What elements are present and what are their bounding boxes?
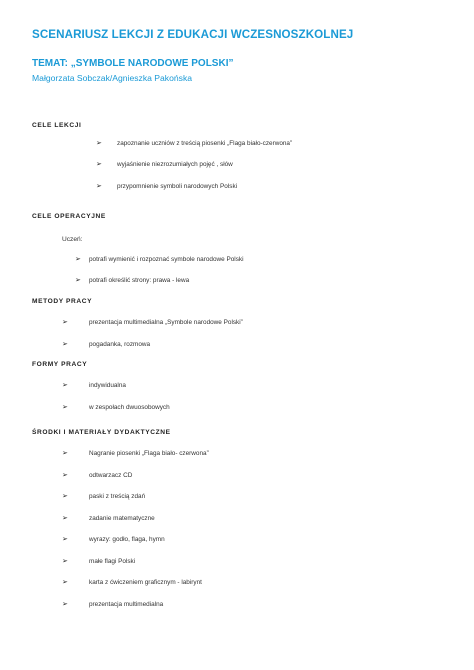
bullet-icon: ➢	[96, 183, 102, 190]
section-heading-cele-lekcji: CELE LEKCJI	[32, 122, 82, 129]
bullet-icon: ➢	[75, 256, 81, 263]
section-heading-metody-pracy: METODY PRACY	[32, 298, 93, 305]
bullet-icon: ➢	[96, 161, 102, 168]
lesson-topic: TEMAT: „SYMBOLE NARODOWE POLSKI”	[32, 58, 234, 69]
student-intro: Uczeń:	[62, 236, 83, 243]
list-item: paski z treścią zdań	[89, 493, 146, 500]
bullet-icon: ➢	[96, 140, 102, 147]
list-item: wyrazy: godło, flaga, hymn	[89, 536, 165, 543]
list-item: Nagranie piosenki „Flaga biało- czerwona”	[89, 450, 209, 457]
bullet-icon: ➢	[62, 493, 68, 500]
list-item: małe flagi Polski	[89, 558, 136, 565]
list-item: prezentacja multimedialna	[89, 601, 164, 608]
section-heading-formy-pracy: FORMY PRACY	[32, 361, 88, 368]
bullet-icon: ➢	[75, 277, 81, 284]
bullet-icon: ➢	[62, 450, 68, 457]
list-item: pogadanka, rozmowa	[89, 341, 151, 348]
list-item: prezentacja multimedialna „Symbole narodowe Polski”	[89, 319, 243, 326]
bullet-icon: ➢	[62, 558, 68, 565]
list-item: indywidualna	[89, 382, 126, 389]
bullet-icon: ➢	[62, 341, 68, 348]
section-heading-cele-operacyjne: CELE OPERACYJNE	[32, 213, 106, 220]
bullet-icon: ➢	[62, 319, 68, 326]
bullet-icon: ➢	[62, 601, 68, 608]
list-item: przypomnienie symboli narodowych Polski	[117, 183, 238, 190]
bullet-icon: ➢	[62, 579, 68, 586]
list-item: zapoznanie uczniów z treścią piosenki „Flaga biało-czerwona”	[117, 140, 293, 147]
bullet-icon: ➢	[62, 536, 68, 543]
section-heading-srodki: ŚRODKI I MATERIAŁY DYDAKTYCZNE	[32, 429, 171, 436]
bullet-icon: ➢	[62, 382, 68, 389]
bullet-icon: ➢	[62, 515, 68, 522]
bullet-icon: ➢	[62, 472, 68, 479]
list-item: odtwarzacz CD	[89, 472, 133, 479]
document-title: SCENARIUSZ LEKCJI Z EDUKACJI WCZESNOSZKOLNEJ	[32, 28, 354, 41]
list-item: karta z ćwiczeniem graficznym - labirynt	[89, 579, 202, 586]
list-item: w zespołach dwuosobowych	[89, 404, 170, 411]
list-item: potrafi określić strony: prawa - lewa	[89, 277, 190, 284]
authors: Małgorzata Sobczak/Agnieszka Pakońska	[32, 73, 193, 83]
list-item: wyjaśnienie niezrozumiałych pojęć , słów	[117, 161, 233, 168]
bullet-icon: ➢	[62, 404, 68, 411]
list-item: zadanie matematyczne	[89, 515, 155, 522]
list-item: potrafi wymienić i rozpoznać symbole narodowe Polski	[89, 256, 244, 263]
